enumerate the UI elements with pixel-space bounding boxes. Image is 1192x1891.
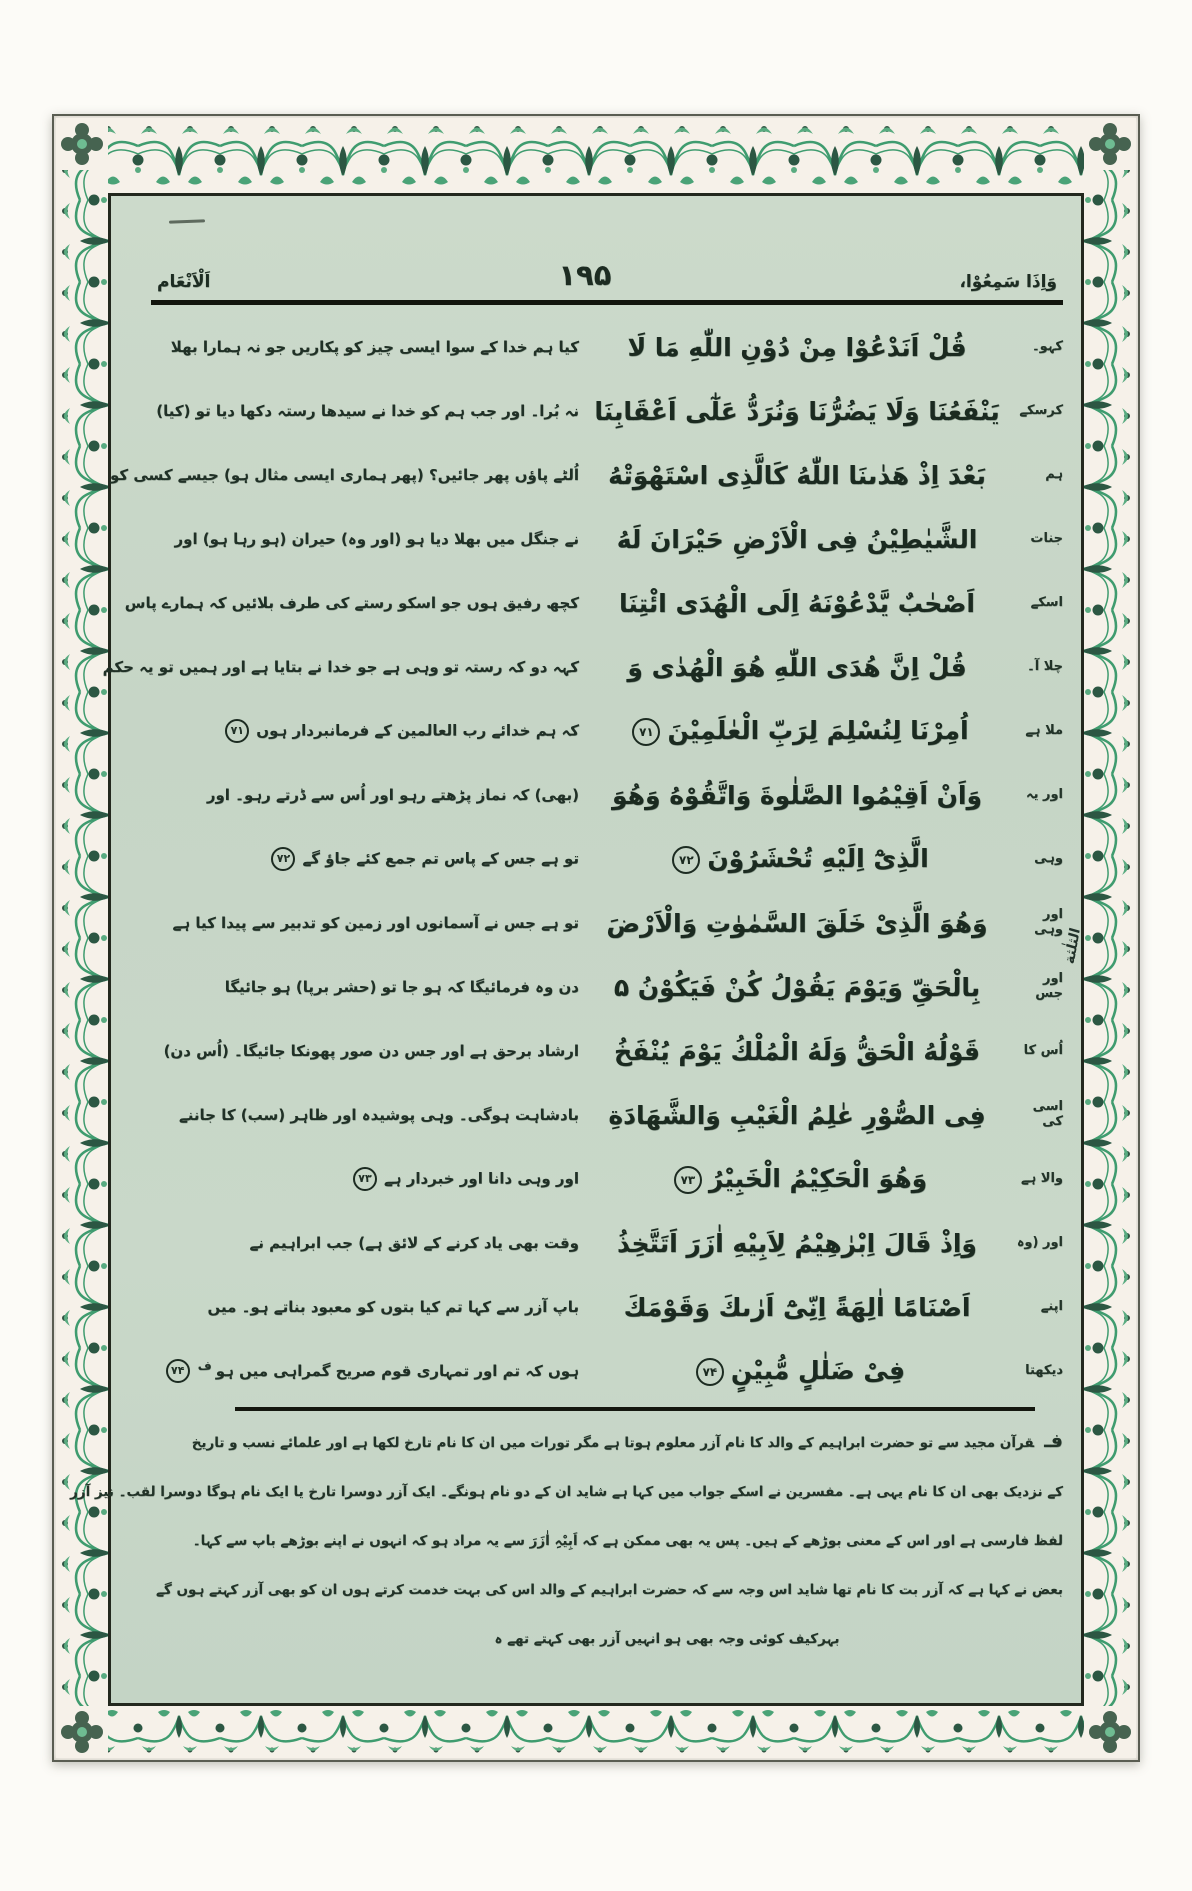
- urdu-translation-line: وقت بھی یاد کرنے کے لائق ہے) جب ابراہیم نے: [249, 1234, 579, 1252]
- text-row: [151, 1019, 1063, 1083]
- text-row: [110, 443, 1063, 507]
- urdu-translation-line: ارشاد برحق ہے اور جس دن صور پھونکا جائیگا۔ (اُس دن): [163, 1042, 579, 1060]
- urdu-translation-line: اور وہی دانا اور خبردار ہے۷۳: [151, 1167, 579, 1191]
- text-row: [124, 571, 1063, 635]
- verse-number-badge: ۷۱: [225, 719, 249, 743]
- urdu-translation-line: دن وہ فرمائیگا کہ ہو جا تو (حشر برپا) ہو جائیگا: [224, 978, 579, 996]
- text-row: [151, 1147, 1063, 1211]
- verse-number-badge: ۷۴: [696, 1358, 724, 1386]
- arabic-verse-line: قُلْ اَنَدْعُوْا مِنْ دُوْنِ اللّٰهِ مَا لَا: [627, 332, 967, 362]
- urdu-translation-line: (بھی) کہ نماز پڑھتے رہو اور اُس سے ڈرتے رہو۔ اور: [206, 786, 579, 804]
- urdu-line-start: دیکھتا: [1025, 1362, 1063, 1378]
- verse-number-badge: ۷۳: [674, 1166, 702, 1194]
- arabic-verse-line: وَاَنْ اَقِيْمُوا الصَّلٰوةَ وَاتَّقُوْهُ وَهُوَ: [611, 780, 983, 810]
- text-row: [151, 763, 1063, 827]
- urdu-line-start: اور جس: [1035, 971, 1063, 1001]
- text-row: [151, 1211, 1063, 1275]
- verse-number-badge: ۷۲: [672, 846, 700, 874]
- urdu-translation-line: کچھ رفیق ہوں جو اسکو رستے کی طرف بلائیں کہ ہمارے پاس: [124, 594, 579, 612]
- urdu-line-start: اسی کی: [1032, 1099, 1063, 1129]
- page-number: ۱۹۵: [558, 258, 612, 292]
- footnote-ref-mark: ف: [197, 1358, 212, 1373]
- page-content: [70, 196, 1084, 1703]
- text-row: [151, 891, 1063, 955]
- footnote-block: [70, 1417, 1063, 1664]
- urdu-line-start: والا ہے: [1021, 1170, 1063, 1186]
- page-header: [151, 196, 1063, 305]
- urdu-translation-line: کہ ہم خدائے رب العالمین کے فرمانبردار ہوں۷۱: [151, 719, 579, 743]
- arabic-verse-line: بِالْحَقِّ وَيَوْمَ يَقُوْلُ كُنْ فَيَكُوْنُ ۵: [613, 972, 981, 1002]
- footnote-line: بہرکیف کوئی وجہ بھی ہو انہیں آزر بھی کہتے تھے ہ: [494, 1631, 840, 1647]
- arabic-verse-line: اَصْحٰبٌ يَّدْعُوْنَهُ اِلَى الْهُدَى ائْتِنَا: [619, 588, 975, 618]
- urdu-line-start: چلا آ۔: [1027, 658, 1063, 674]
- verse-number-badge: ۷۲: [271, 847, 295, 871]
- text-row: [151, 699, 1063, 763]
- urdu-line-start: ملا ہے: [1025, 722, 1063, 738]
- urdu-translation-line: نے جنگل میں بھلا دیا ہو (اور وہ) حیران (ہو رہا ہو) اور: [174, 530, 579, 548]
- urdu-line-start: کہو۔: [1032, 338, 1063, 354]
- footnote-line: لفظ فارسی ہے اور اس کے معنی بوڑھے کے ہیں۔ پس یہ بھی ممکن ہے کہ اَبِیْہِ اٰزَرَ سے یہ مراد ہو کہ انہوں نے اپنے بوڑھے باپ سے کہا۔: [192, 1533, 1063, 1549]
- urdu-translation-line: باپ آزر سے کہا تم کیا بتوں کو معبود بناتے ہو۔ میں: [207, 1298, 579, 1316]
- corner-rosette-icon: [1084, 118, 1136, 170]
- arabic-verse-line: فِىْ ضَلٰلٍ مُّبِيْنٍ۷۴: [587, 1356, 1007, 1386]
- text-row: [151, 827, 1063, 891]
- footnote-lines: [70, 1417, 1063, 1664]
- urdu-translation-line: نہ بُرا۔ اور جب ہم کو خدا نے سیدھا رستہ دکھا دیا تو (کیا): [156, 402, 579, 420]
- urdu-translation-line: تو ہے جس کے پاس تم جمع کئے جاؤ گے۷۲: [151, 847, 579, 871]
- footnote-line: فـقرآن مجید سے تو حضرت ابراہیم کے والد کا نام آزر معلوم ہوتا ہے مگر تورات میں ان کا نام تارخ لکھا ہے اور علمائے نسب و تاریخ: [191, 1430, 1063, 1452]
- juz-marker: وَاِذَا سَمِعُوْا،: [959, 272, 1057, 292]
- text-row: [151, 1275, 1063, 1339]
- footnote-line: بعض نے کہا ہے کہ آزر بت کا نام تھا شاید اس وجہ سے کہ حضرت ابراہیم کے والد اس کی بہت خدمت کرتے ہوں ان کو بھی آزر کہتے ہوں گے: [156, 1582, 1063, 1598]
- text-row: [151, 315, 1063, 379]
- footnote-line: کے نزدیک بھی ان کا نام یہی ہے۔ مفسرین نے اسکے جواب میں کہا ہے شاید ان کے دو نام ہونگے۔ ایک آزر دوسرا تارخ یا ایک نام ہوگا دوسرا لقب۔ نیز آزر: [70, 1484, 1063, 1500]
- footnote-divider: [235, 1407, 1035, 1411]
- surah-name: اَلْاَنْعَام: [157, 272, 211, 292]
- corner-rosette-icon: [56, 118, 108, 170]
- text-row: [151, 507, 1063, 571]
- urdu-line-start: اپنے: [1040, 1298, 1063, 1314]
- footnote-marker: فـ: [1044, 1430, 1063, 1452]
- border-ornament-bottom: [56, 1706, 1136, 1758]
- text-row: [151, 1083, 1063, 1147]
- arabic-verse-line: الَّذِىْٓ اِلَيْهِ تُحْشَرُوْنَ۷۲: [587, 844, 1007, 874]
- margin-note: الثلٰثة: [1062, 926, 1084, 966]
- arabic-verse-line: اُمِرْنَا لِنُسْلِمَ لِرَبِّ الْعٰلَمِيْنَ۷۱: [587, 716, 1007, 746]
- urdu-translation-line: کیا ہم خدا کے سوا ایسی چیز کو پکاریں جو نہ ہمارا بھلا: [170, 338, 579, 356]
- text-row: [102, 635, 1063, 699]
- arabic-verse-line: اَصْنَامًا اٰلِهَةً اِنِّىْٓ اَرٰىكَ وَقَوْمَكَ: [623, 1292, 971, 1322]
- urdu-line-start: کرسکے: [1019, 402, 1063, 418]
- urdu-line-start: اور یہ: [1025, 786, 1063, 802]
- text-row: [151, 1339, 1063, 1403]
- arabic-verse-line: وَهُوَ الَّذِىْ خَلَقَ السَّمٰوٰتِ وَالْاَرْضَ: [606, 908, 988, 938]
- urdu-translation-line: تو ہے جس نے آسمانوں اور زمین کو تدبیر سے پیدا کیا ہے: [172, 914, 579, 932]
- urdu-line-start: اور (وہ: [1016, 1234, 1063, 1250]
- urdu-translation-line: اُلٹے پاؤں پھر جائیں؟ (پھر ہماری ایسی مثال ہو) جیسے کسی کو: [110, 466, 579, 484]
- arabic-verse-line: وَاِذْ قَالَ اِبْرٰهِيْمُ لِاَبِيْهِ اٰزَرَ اَتَتَّخِذُ: [617, 1228, 977, 1258]
- urdu-line-start: اسکے: [1030, 594, 1063, 610]
- arabic-verse-line: قُلْ اِنَّ هُدَى اللّٰهِ هُوَ الْهُدٰى وَ: [627, 652, 967, 682]
- arabic-verse-line: الشَّيٰطِيْنُ فِى الْاَرْضِ حَيْرَانَ لَهُ: [616, 524, 978, 554]
- urdu-line-start: اُس کا: [1023, 1042, 1063, 1058]
- verse-number-badge: ۷۱: [632, 718, 660, 746]
- arabic-verse-line: يَنْفَعُنَا وَلَا يَضُرُّنَا وَنُرَدُّ عَلٰٓى اَعْقَابِنَا: [594, 396, 1000, 426]
- arabic-verse-line: بَعْدَ اِذْ هَدٰىنَا اللّٰهُ كَالَّذِى اسْتَهْوَتْهُ: [608, 460, 986, 490]
- arabic-verse-line: قَوْلُهُ الْحَقُّ وَلَهُ الْمُلْكُ يَوْمَ يُنْفَخُ: [614, 1036, 980, 1066]
- border-ornament-top: [56, 118, 1136, 192]
- verse-number-badge: ۷۳: [353, 1167, 377, 1191]
- text-row: [151, 955, 1063, 1019]
- urdu-line-start: ہم: [1045, 466, 1063, 482]
- urdu-line-start: اور وہی: [1034, 907, 1063, 937]
- corner-rosette-icon: [56, 1706, 108, 1758]
- urdu-line-start: وہی: [1034, 850, 1063, 866]
- urdu-translation-line: کہہ دو کہ رستہ تو وہی ہے جو خدا نے بتایا ہے اور ہمیں تو یہ حکم: [102, 658, 579, 676]
- verse-number-badge: ۷۴: [166, 1359, 190, 1383]
- page-paper: [70, 193, 1084, 1706]
- arabic-verse-line: فِى الصُّوْرِ عٰلِمُ الْغَيْبِ وَالشَّهَادَةِ: [608, 1100, 986, 1130]
- urdu-translation-line: بادشاہت ہوگی۔ وہی پوشیدہ اور ظاہر (سب) کا جاننے: [179, 1106, 579, 1124]
- scanned-page: [52, 114, 1140, 1762]
- urdu-translation-line: ہوں کہ تم اور تمہاری قوم صریح گمراہی میں ہو$^ف$۷۴: [151, 1359, 579, 1384]
- arabic-verse-line: وَهُوَ الْحَكِيْمُ الْخَبِيْرُ۷۳: [587, 1164, 1007, 1194]
- urdu-line-start: جنات: [1030, 530, 1063, 546]
- border-ornament-right: [1084, 118, 1136, 1758]
- corner-rosette-icon: [1084, 1706, 1136, 1758]
- text-row: [151, 379, 1063, 443]
- content-rows: [102, 315, 1063, 1403]
